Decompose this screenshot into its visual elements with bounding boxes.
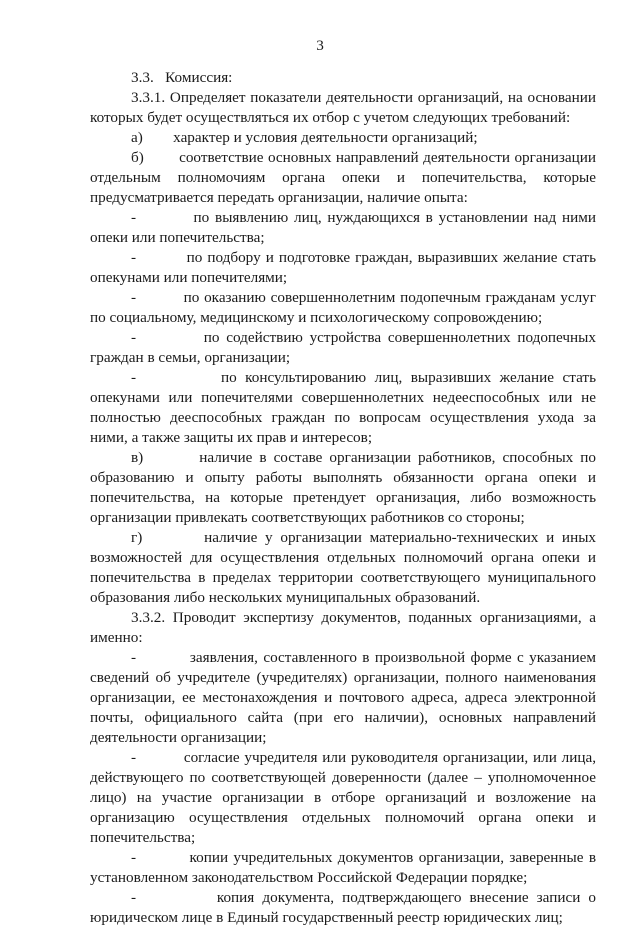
paragraph-3-3-1: 3.3.1. Определяет показатели деятельности организаций, на основании которых будет осуществляться их отбор с учетом следующих требований: [90, 89, 600, 126]
experience-item: - по оказанию совершеннолетним подопечным гражданам услуг по социальному, медицинскому и психологическому сопровождению; [90, 289, 600, 326]
requirement-a: а) характер и условия деятельности организаций; [131, 129, 478, 146]
page-number: 3 [316, 37, 324, 54]
document-item: - копии учредительных документов организации, заверенные в установленном законодательством Российской Федерации порядке; [90, 849, 600, 886]
requirement-v: в) наличие в составе организации работников, способных по образованию и опыту работы выполнять обязанности органа опеки и попечительства, на которые претендует организация, либо возможность организации привлекать соответствующих работников со стороны; [90, 449, 600, 526]
experience-item: - по подбору и подготовке граждан, выразивших желание стать опекунами или попечителями; [90, 249, 600, 286]
document-item: - заявления, составленного в произвольной форме с указанием сведений об учредителе (учредителях) организации, полного наименования организации, ее местонахождения и почтового адреса, адреса электронной почты, официального сайта (при его наличии), основных направлений деятельности организации; [90, 649, 600, 746]
document-item: - копия документа, подтверждающего внесение записи о юридическом лице в Единый государственный реестр юридических лиц; [90, 889, 600, 926]
experience-item: - по выявлению лиц, нуждающихся в установлении над ними опеки или попечительства; [90, 209, 600, 246]
experience-item: - по содействию устройства совершеннолетних подопечных граждан в семьи, организации; [90, 329, 600, 366]
section-heading: 3.3. Комиссия: [131, 69, 233, 86]
paragraph-3-3-2: 3.3.2. Проводит экспертизу документов, поданных организациями, а именно: [90, 609, 600, 646]
document-body [90, 68, 600, 928]
document-item: - согласие учредителя или руководителя организации, или лица, действующего по соответствующей доверенности (далее – уполномоченное лицо) на участие организации в отборе организаций и возложение на организацию осуществления отдельных полномочий органа опеки и попечительства; [90, 749, 600, 846]
requirement-b: б) соответствие основных направлений деятельности организации отдельным полномочиям органа опеки и попечительства, которые предусматривается передать организации, наличие опыта: [90, 149, 600, 206]
experience-item: - по консультированию лиц, выразивших желание стать опекунами или попечителями совершеннолетних недееспособных или не полностью дееспособных граждан по вопросам осуществления ухода за ними, а также защиты их прав и интересов; [90, 369, 600, 446]
requirement-g: г) наличие у организации материально-технических и иных возможностей для осуществления отдельных полномочий органа опеки и попечительства в пределах территории соответствующего муниципального образования либо нескольких муниципальных образований. [90, 529, 600, 606]
